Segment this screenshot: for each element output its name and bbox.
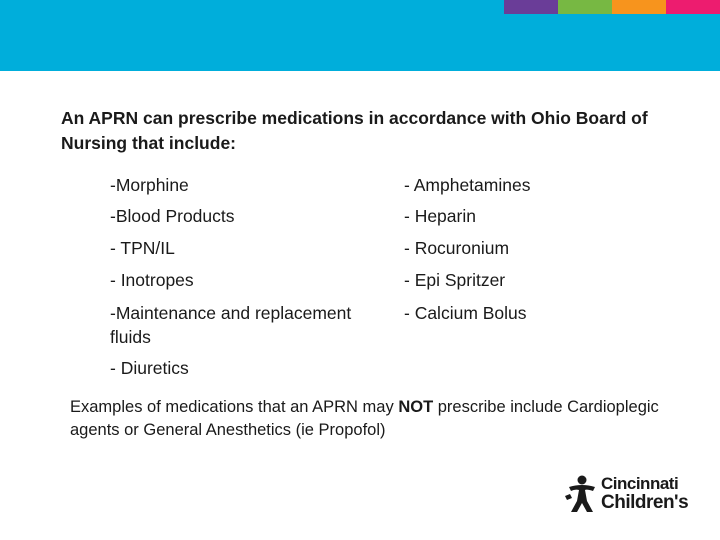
child-figure-icon	[563, 474, 599, 514]
med-item-calcium-bolus: - Calcium Bolus	[404, 303, 527, 323]
med-item-inotropes: - Inotropes	[110, 270, 194, 290]
color-tabs	[504, 0, 720, 14]
logo-line-2: Children's	[601, 492, 689, 513]
med-item-tpn-il: - TPN/IL	[110, 238, 175, 258]
color-tab-green	[558, 0, 612, 14]
color-tab-pink	[666, 0, 720, 14]
med-item-epi-spritzer: - Epi Spritzer	[404, 270, 506, 290]
logo-line-1: Cincinnati	[601, 474, 679, 493]
med-item-heparin: - Heparin	[404, 206, 476, 226]
med-item-morphine: -Morphine	[110, 175, 189, 195]
color-tab-orange	[612, 0, 666, 14]
note-prefix: Examples of medications that an APRN may	[70, 398, 399, 416]
color-tab-purple	[504, 0, 558, 14]
med-item-amphetamines: - Amphetamines	[404, 175, 531, 195]
slide-heading: An APRN can prescribe medications in accordance with Ohio Board of Nursing that include:	[61, 108, 648, 153]
note-emphasis: NOT	[398, 398, 434, 416]
med-item-rocuronium: - Rocuronium	[404, 238, 510, 258]
not-prescribe-note	[70, 396, 670, 442]
med-item-diuretics: - Diuretics	[110, 358, 189, 378]
note-suffix: prescribe include Cardioplegic agents or General Anesthetics (ie Propofol)	[70, 398, 659, 439]
logo-wordmark	[601, 474, 688, 512]
cincinnati-childrens-logo	[563, 474, 695, 514]
med-item-maintenance-fluids: -Maintenance and replacement fluids	[110, 303, 352, 347]
med-item-blood-products: -Blood Products	[110, 206, 235, 226]
